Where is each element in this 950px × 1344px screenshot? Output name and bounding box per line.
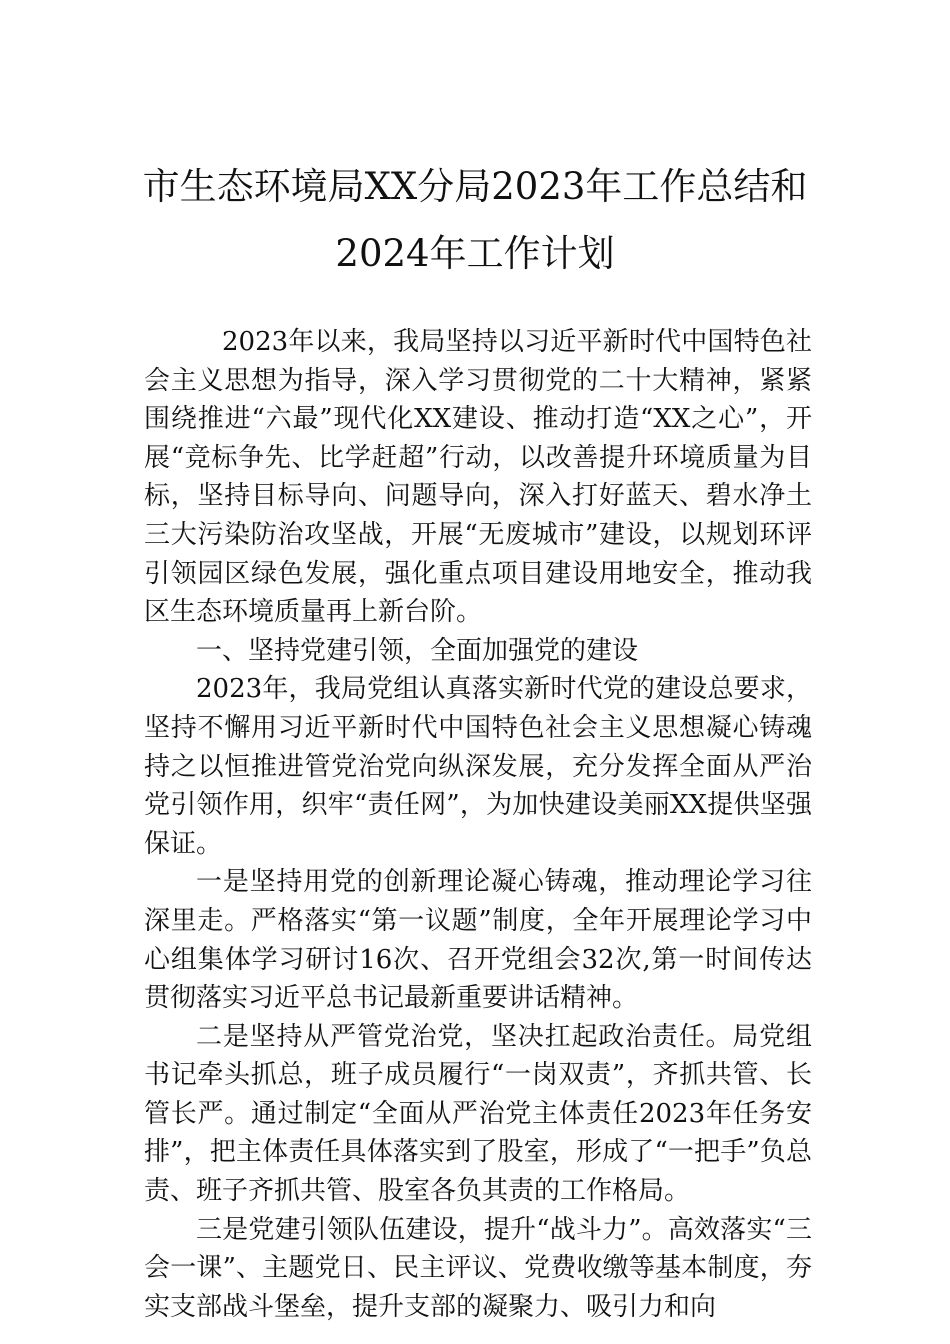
document-body (144, 323, 812, 1326)
section-paragraph-4: 三是党建引领队伍建设，提升“战斗力”。高效落实“三会一课”、主题党日、民主评议、党费收缴等基本制度，夯实支部战斗堡垒，提升支部的凝聚力、吸引力和向 (144, 1214, 812, 1322)
document-title-line2: 2024年工作计划 (335, 232, 615, 275)
section-heading: 一、坚持党建引领，全面加强党的建设 (196, 635, 639, 666)
section-paragraph-1: 2023年，我局党组认真落实新时代党的建设总要求，坚持不懈用习近平新时代中国特色社会主义思想凝心铸魂持之以恒推进管党治党向纵深发展，充分发挥全面从严治党引领作用，织牢“责任网”，为加快建设美丽XX提供坚强保证。 (144, 674, 812, 859)
section-paragraph-3: 二是坚持从严管党治党，坚决扛起政治责任。局党组书记牵头抓总，班子成员履行“一岗双责”，齐抓共管、长管长严。通过制定“全面从严治党主体责任2023年任务安排”，把主体责任具体落实到了股室，形成了“一把手”负总责、班子齐抓共管、股室各负其责的工作格局。 (144, 1021, 812, 1207)
section-paragraph-2: 一是坚持用党的创新理论凝心铸魂，推动理论学习往深里走。严格落实“第一议题”制度，全年开展理论学习中心组集体学习研讨16次、召开党组会32次,第一时间传达贯彻落实习近平总书记最新重要讲话精神。 (144, 867, 812, 1014)
intro-paragraph: 2023年以来，我局坚持以习近平新时代中国特色社会主义思想为指导，深入学习贯彻党的二十大精神，紧紧围绕推进“六最”现代化XX建设、推动打造“XX之心”，开展“竞标争先、比学赶超”行动，以改善提升环境质量为目标，坚持目标导向、问题导向，深入打好蓝天、碧水净土三大污染防治攻坚战，开展“无废城市”建设，以规划环评引领园区绿色发展，强化重点项目建设用地安全，推动我区生态环境质量再上新台阶。 (144, 327, 812, 628)
document-title-line1: 市生态环境局XX分局2023年工作总结和 (142, 165, 808, 208)
